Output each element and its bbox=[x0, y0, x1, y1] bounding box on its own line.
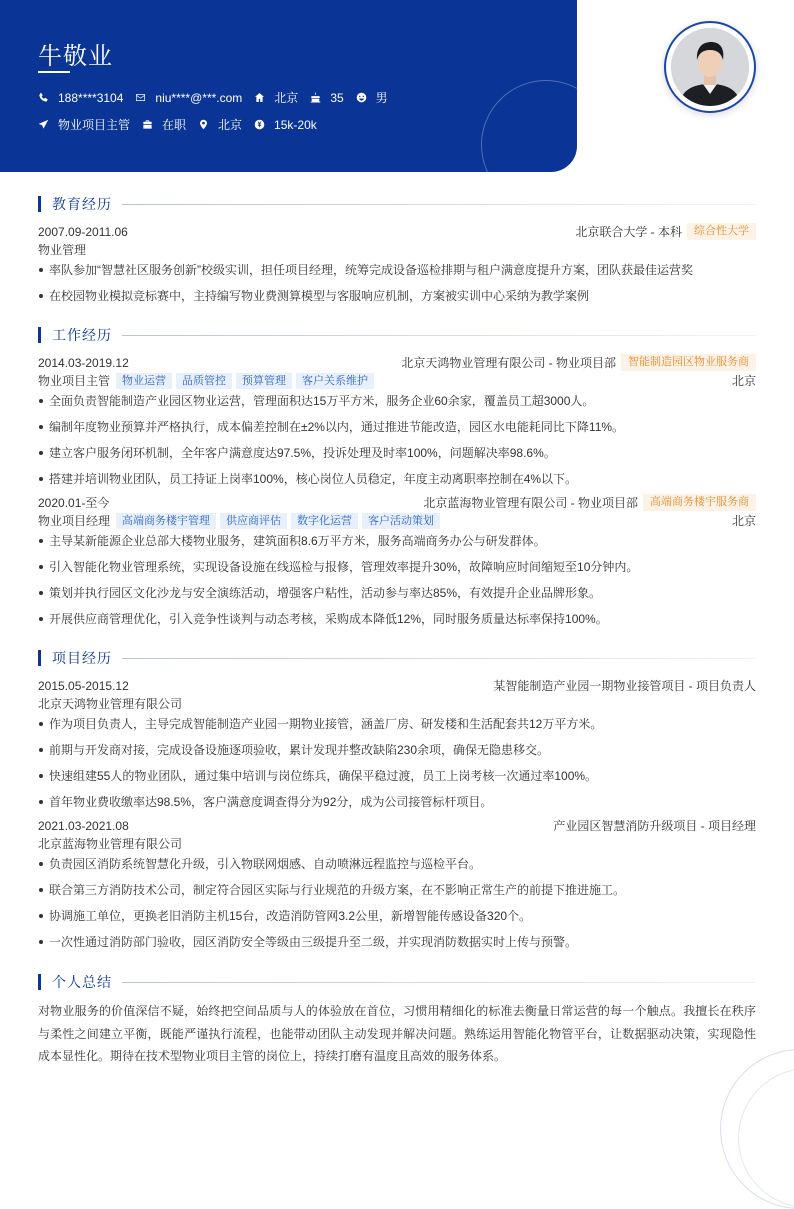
phone-icon bbox=[38, 92, 49, 103]
education-school: 北京联合大学 - 本科 bbox=[575, 225, 682, 239]
candidate-name: 牛敬业 bbox=[38, 43, 113, 70]
project-name: 产业园区智慧消防升级项目 - 项目经理 bbox=[553, 819, 756, 833]
section-marker bbox=[38, 196, 41, 212]
work-title: 物业项目经理 bbox=[38, 514, 111, 528]
status-text: 在职 bbox=[162, 118, 187, 132]
work-bullet: 主导某新能源企业总部大楼物业服务，建筑面积8.6万平方米，服务高端商务办公与研发群体。 bbox=[38, 533, 756, 549]
project-bullet: 一次性通过消防部门验收，园区消防安全等级由三级提升至二级，并实现消防数据实时上传与预警。 bbox=[38, 934, 756, 950]
skill-tag: 物业运营 bbox=[116, 373, 172, 389]
skill-tag: 客户关系维护 bbox=[296, 373, 374, 389]
section-label: 教育经历 bbox=[52, 196, 112, 212]
work-title: 物业项目主管 bbox=[38, 374, 111, 388]
contact-row bbox=[38, 89, 400, 106]
work-title-row bbox=[38, 512, 756, 529]
project-bullet: 首年物业费收缴率达98.5%，客户满意度调查得分为92分，成为公司接管标杆项目。 bbox=[38, 794, 756, 810]
work-header bbox=[38, 354, 756, 371]
work-period: 2014.03-2019.12 bbox=[38, 355, 129, 370]
project-bullet: 前期与开发商对接，完成设备设施逐项验收，累计发现并整改缺陷230余项，确保无隐患移交。 bbox=[38, 742, 756, 758]
smile-icon bbox=[356, 92, 367, 103]
section-marker bbox=[38, 650, 41, 666]
school-type-tag: 综合性大学 bbox=[687, 223, 756, 240]
education-major: 物业管理 bbox=[38, 243, 87, 257]
section-label: 项目经历 bbox=[52, 650, 112, 666]
city-text: 北京 bbox=[274, 91, 299, 105]
coin-icon bbox=[254, 119, 265, 130]
project-bullet: 快速组建55人的物业团队，通过集中培训与岗位练兵，确保平稳过渡，员工上岗考核一次通过率100%。 bbox=[38, 768, 756, 784]
work-bullet: 策划并执行园区文化沙龙与安全演练活动，增强客户粘性，活动参与率达85%，有效提升企业品牌形象。 bbox=[38, 585, 756, 601]
section-education-title bbox=[38, 195, 756, 213]
education-major-row bbox=[38, 241, 756, 258]
decorative-circle bbox=[481, 80, 577, 172]
section-label: 工作经历 bbox=[52, 327, 112, 343]
company-type-tag: 智能制造园区物业服务商 bbox=[621, 354, 756, 371]
profile-photo bbox=[671, 28, 749, 106]
salary-item bbox=[254, 118, 317, 132]
work-company: 北京天鸿物业管理有限公司 - 物业项目部 bbox=[401, 356, 616, 370]
phone-item bbox=[38, 91, 123, 105]
location-pin-icon bbox=[198, 119, 209, 130]
cake-icon bbox=[310, 92, 321, 103]
project-company-row bbox=[38, 835, 756, 852]
section-project-title bbox=[38, 649, 756, 667]
project-company: 北京蓝海物业管理有限公司 bbox=[38, 837, 183, 851]
age-item bbox=[310, 91, 343, 105]
skill-tag: 品质管控 bbox=[176, 373, 232, 389]
education-bullet: 率队参加“智慧社区服务创新”校级实训，担任项目经理，统筹完成设备巡检排期与租户满意度提升方案，团队获最佳运营奖 bbox=[38, 262, 756, 278]
section-divider bbox=[122, 335, 756, 336]
work-header bbox=[38, 494, 756, 511]
section-divider bbox=[122, 204, 756, 205]
project-name: 某智能制造产业园一期物业接管项目 - 项目负责人 bbox=[493, 679, 756, 693]
project-bullet: 负责园区消防系统智慧化升级，引入物联网烟感、自动喷淋远程监控与巡检平台。 bbox=[38, 856, 756, 872]
phone-text: 188****3104 bbox=[58, 90, 124, 105]
name-underline bbox=[38, 71, 70, 73]
work-city: 北京 bbox=[731, 514, 756, 528]
briefcase-icon bbox=[142, 119, 153, 130]
header-banner bbox=[0, 0, 577, 172]
home-icon bbox=[254, 92, 265, 103]
project-company: 北京天鸿物业管理有限公司 bbox=[38, 697, 183, 711]
position-text: 物业项目主管 bbox=[58, 118, 131, 132]
summary-text: 对物业服务的价值深信不疑，始终把空间品质与人的体验放在首位，习惯用精细化的标准去衡量日常运营的每一个触点。我擅长在秩序与柔性之间建立平衡，既能严谨执行流程，也能带动团队主动发现并解决问题。熟练运用智能化物管平台，让数据驱动决策，实现隐性成本显性化。期待在技术型物业项目主管的岗位上，持续打磨有温度且高效的服务体系。 bbox=[38, 1004, 756, 1063]
skill-tag: 客户活动策划 bbox=[362, 513, 440, 529]
work-bullet: 建立客户服务闭环机制，全年客户满意度达97.5%，投诉处理及时率100%，问题解决率98.6%。 bbox=[38, 445, 756, 461]
mail-icon bbox=[135, 92, 146, 103]
target-city-text: 北京 bbox=[218, 118, 243, 132]
work-bullet: 编制年度物业预算并严格执行，成本偏差控制在±2%以内，通过推进节能改造，园区水电能耗同比下降11%。 bbox=[38, 419, 756, 435]
project-header bbox=[38, 677, 756, 694]
skill-tag: 预算管理 bbox=[236, 373, 292, 389]
work-bullet: 搭建并培训物业团队，员工持证上岗率100%，核心岗位人员稳定，年度主动离职率控制在4%以下。 bbox=[38, 471, 756, 487]
section-marker bbox=[38, 974, 41, 990]
work-title-row bbox=[38, 372, 756, 389]
section-summary-title bbox=[38, 973, 756, 991]
education-header bbox=[38, 223, 756, 240]
project-bullet: 作为项目负责人，主导完成智能制造产业园一期物业接管，涵盖厂房、研发楼和生活配套共12万平方米。 bbox=[38, 716, 756, 732]
work-company: 北京蓝海物业管理有限公司 - 物业项目部 bbox=[423, 496, 638, 510]
work-bullet: 开展供应商管理优化，引入竞争性谈判与动态考核，采购成本降低12%，同时服务质量达标率保持100%。 bbox=[38, 611, 756, 627]
project-period: 2015.05-2015.12 bbox=[38, 678, 129, 693]
intent-row bbox=[38, 116, 329, 133]
project-bullet: 协调施工单位，更换老旧消防主机15台，改造消防管网3.2公里，新增智能传感设备320个。 bbox=[38, 908, 756, 924]
project-period: 2021.03-2021.08 bbox=[38, 818, 129, 833]
age-text: 35 bbox=[330, 90, 344, 105]
section-divider bbox=[122, 658, 756, 659]
skill-tag: 高端商务楼宇管理 bbox=[116, 513, 216, 529]
project-bullet: 联合第三方消防技术公司，制定符合园区实际与行业规范的升级方案，在不影响正常生产的前提下推进施工。 bbox=[38, 882, 756, 898]
send-icon bbox=[38, 119, 49, 130]
avatar bbox=[671, 28, 749, 106]
status-item bbox=[142, 116, 186, 133]
position-item bbox=[38, 116, 130, 133]
education-bullet: 在校园物业模拟竞标赛中，主持编写物业费测算模型与客服响应机制，方案被实训中心采纳为教学案例 bbox=[38, 288, 756, 304]
email-item bbox=[135, 91, 242, 105]
section-label: 个人总结 bbox=[52, 974, 112, 990]
salary-text: 15k-20k bbox=[274, 117, 317, 132]
skill-tag: 供应商评估 bbox=[220, 513, 287, 529]
gender-text: 男 bbox=[375, 91, 388, 105]
work-period: 2020.01-至今 bbox=[38, 496, 110, 510]
education-period: 2007.09-2011.06 bbox=[38, 224, 128, 239]
project-header bbox=[38, 817, 756, 834]
work-bullet: 全面负责智能制造产业园区物业运营，管理面积达15万平方米，服务企业60余家，覆盖员工超3000人。 bbox=[38, 393, 756, 409]
avatar-frame bbox=[664, 21, 756, 113]
city-item bbox=[254, 89, 298, 106]
company-type-tag: 高端商务楼宇服务商 bbox=[643, 494, 756, 511]
email-text: niu****@***.com bbox=[155, 90, 243, 105]
skill-tag: 数字化运营 bbox=[291, 513, 358, 529]
project-company-row bbox=[38, 695, 756, 712]
section-marker bbox=[38, 327, 41, 343]
work-bullet: 引入智能化物业管理系统，实现设备设施在线巡检与报修，管理效率提升30%，故障响应时间缩短至10分钟内。 bbox=[38, 559, 756, 575]
work-city: 北京 bbox=[731, 374, 756, 388]
section-divider bbox=[122, 982, 756, 983]
target-city-item bbox=[198, 116, 242, 133]
gender-item bbox=[356, 89, 388, 106]
section-work-title bbox=[38, 326, 756, 344]
